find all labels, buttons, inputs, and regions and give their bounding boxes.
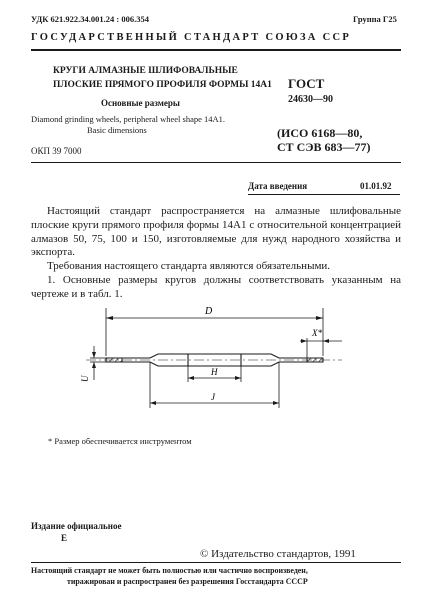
edition-label: Издание официальное: [31, 521, 122, 531]
title-rule: [31, 162, 401, 163]
body-text: [31, 205, 401, 302]
gost-st-sev: СТ СЭВ 683—77): [277, 140, 371, 154]
body-paragraph-3: 1. Основные размеры кругов должны соответствовать указанным на чертеже и в табл. 1.: [31, 273, 401, 300]
label-h: H: [211, 367, 218, 377]
label-j: J: [211, 392, 215, 402]
header-rule: [31, 49, 401, 51]
gost-iso: (ИСО 6168—80,: [277, 126, 363, 140]
udk-code: УДК 621.922.34.001.24 : 006.354: [31, 14, 149, 24]
group-code: Группа Г25: [353, 14, 397, 24]
wheel-drawing: [80, 300, 350, 415]
copyright: © Издательство стандартов, 1991: [200, 548, 356, 560]
intro-date-label: Дата введения: [248, 181, 308, 191]
okp-code: ОКП 39 7000: [31, 146, 82, 156]
body-paragraph-2: Требования настоящего стандарта являются обязательными.: [47, 260, 331, 273]
notice-line-2: тиражирован и распространен без разрешения Госстандарта СССР: [67, 577, 308, 586]
intro-date-value: 01.01.92: [360, 181, 392, 191]
dimension-u: [90, 346, 106, 380]
notice-line-1: Настоящий стандарт не может быть полностью или частично воспроизведен,: [31, 566, 308, 575]
footnote: * Размер обеспечивается инструментом: [48, 436, 192, 446]
gost-number: 24630—90: [288, 94, 333, 105]
footer-rule: [31, 562, 401, 563]
body-paragraph-1: Настоящий стандарт распространяется на алмазные шлифовальные плоские круги прямого профиля формы 14А1 с относительной концентрацией алмазов 50, 75, 100 и 150, изготовляемые для нужд народного хозяйства и экспорта.: [31, 205, 401, 259]
label-x: X*: [312, 328, 322, 338]
standard-header: ГОСУДАРСТВЕННЫЙ СТАНДАРТ СОЮЗА ССР: [31, 32, 352, 43]
dimension-x: [300, 338, 342, 358]
dimension-d: [106, 308, 323, 356]
gost-label: ГОСТ: [288, 76, 325, 91]
title-ru-line1: КРУГИ АЛМАЗНЫЕ ШЛИФОВАЛЬНЫЕ: [53, 66, 238, 76]
wheel-profile: [86, 354, 342, 366]
intro-date-rule: [248, 194, 400, 195]
title-en-line2: Basic dimensions: [87, 125, 147, 135]
label-u: U: [80, 375, 90, 382]
label-d: D: [205, 306, 213, 317]
title-ru-subtitle: Основные размеры: [101, 98, 180, 108]
edition-letter: Е: [61, 533, 68, 543]
title-ru-line2: ПЛОСКИЕ ПРЯМОГО ПРОФИЛЯ ФОРМЫ 14А1: [53, 80, 272, 90]
title-en-line1: Diamond grinding wheels, peripheral wheel shape 14A1.: [31, 114, 226, 124]
